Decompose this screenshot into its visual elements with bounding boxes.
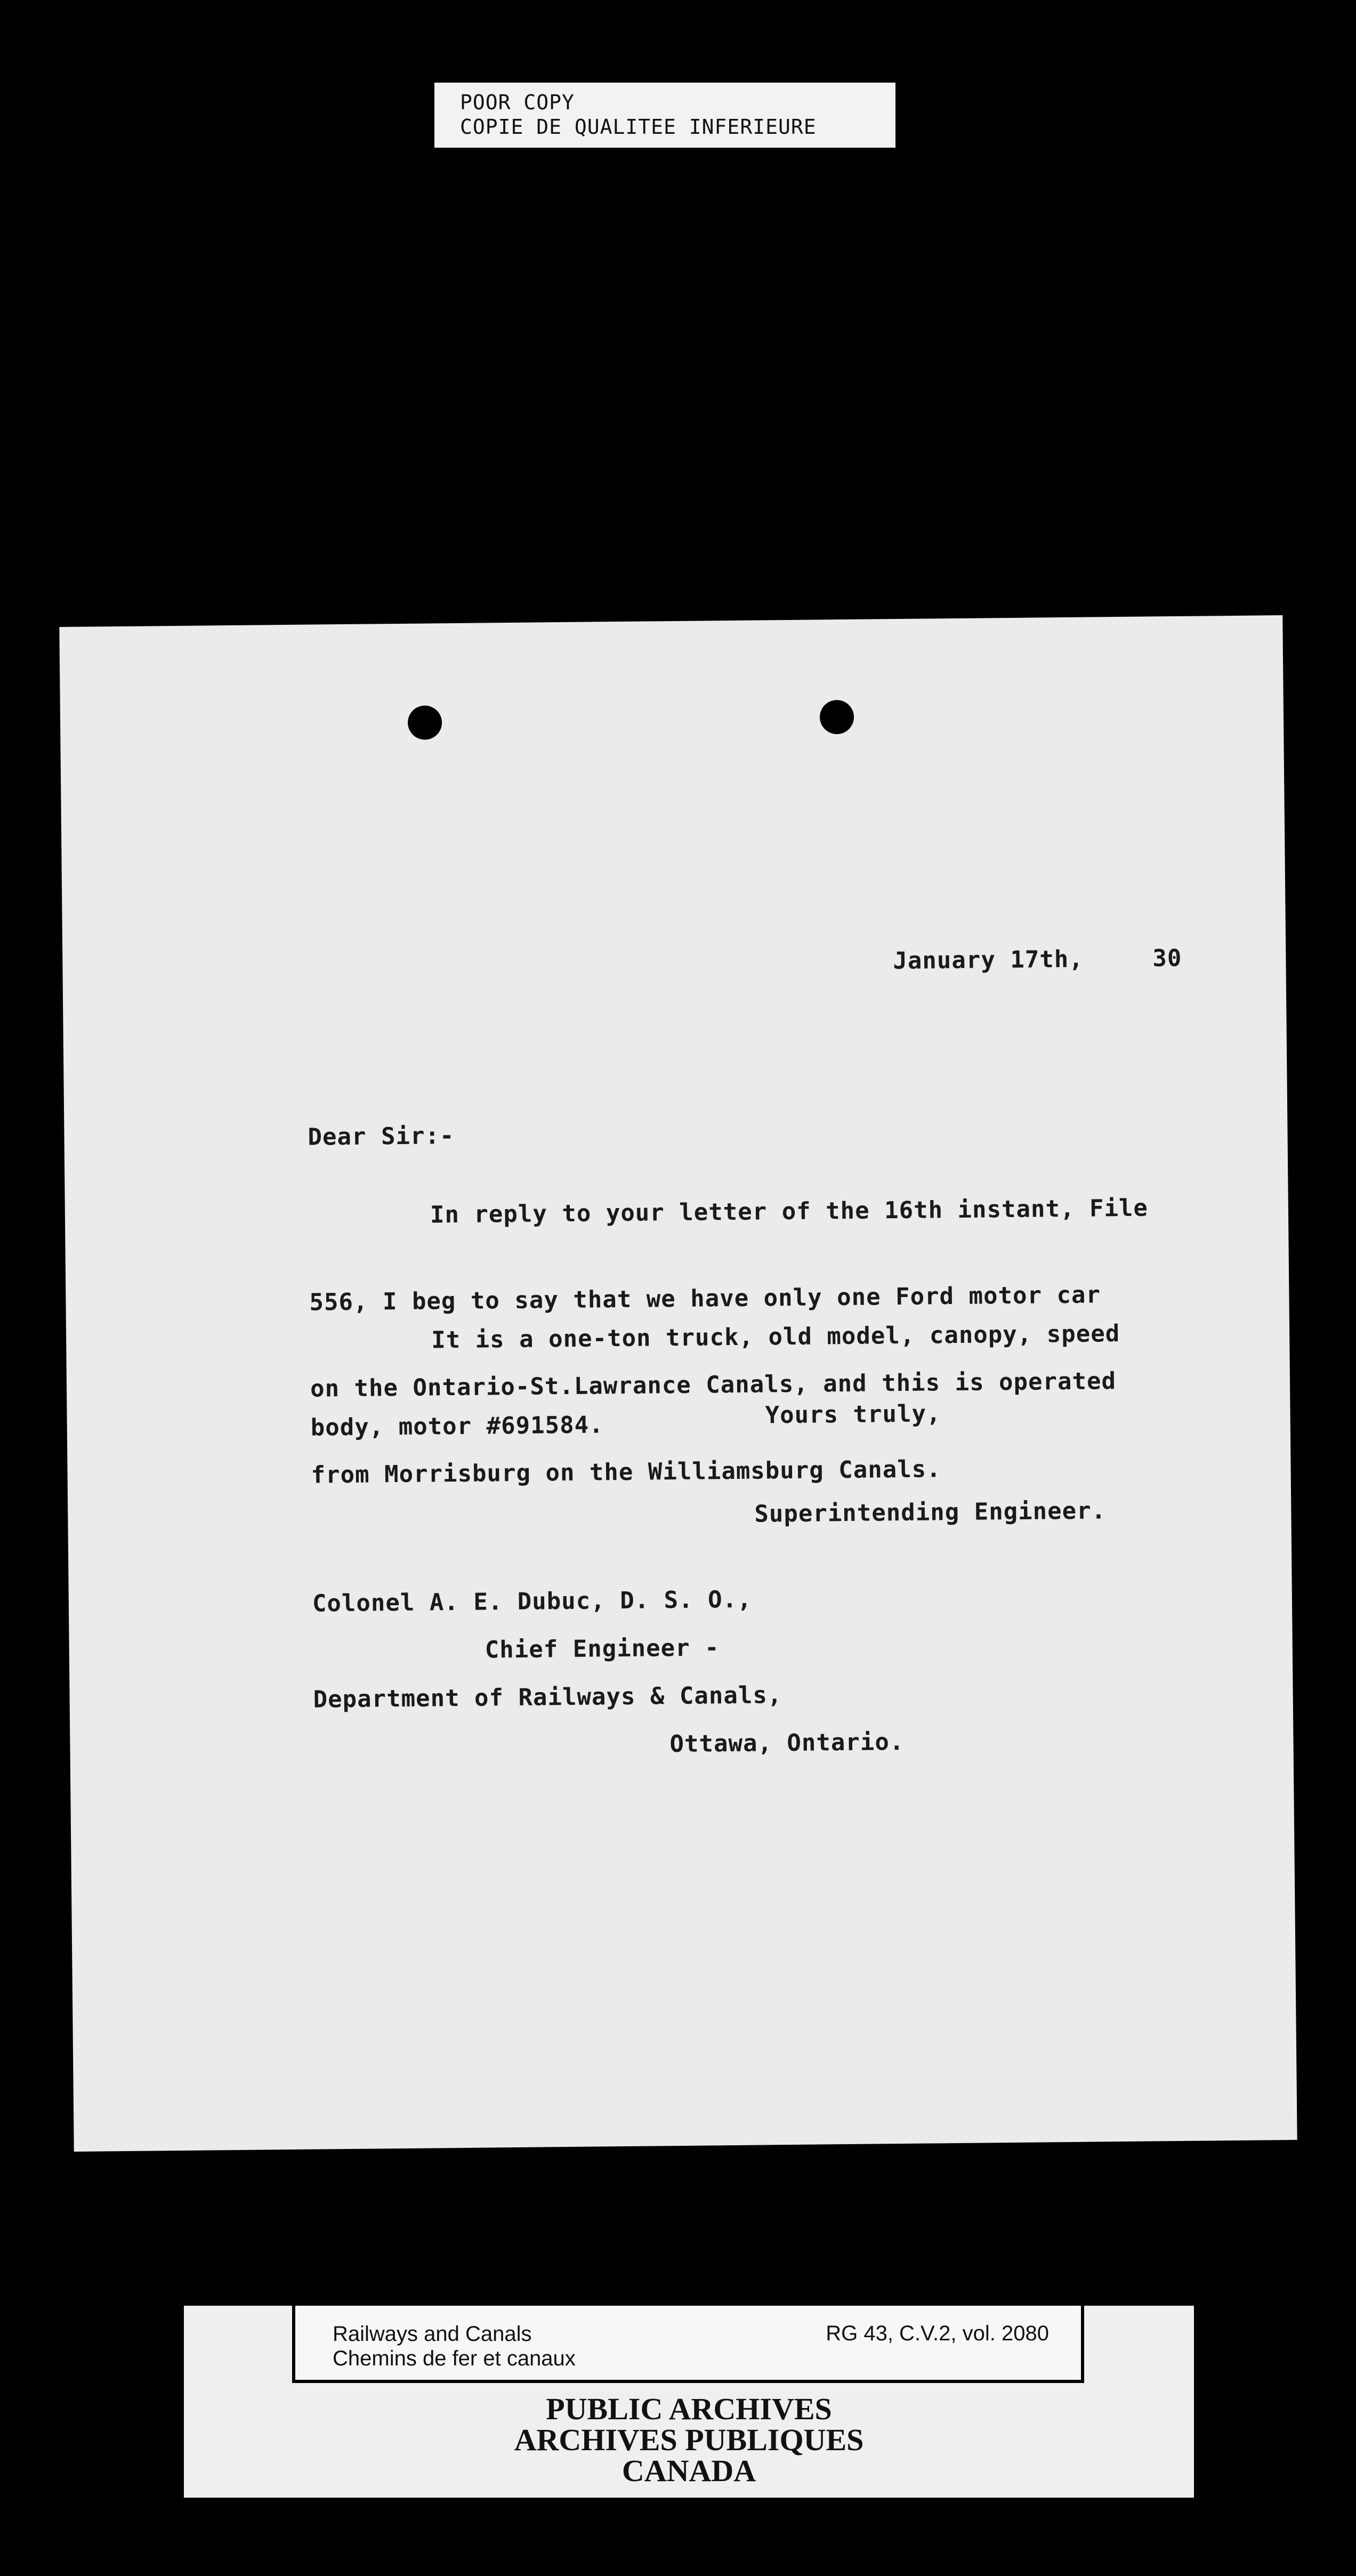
- closing: Yours truly,: [765, 1400, 941, 1429]
- archive-reference-box: [292, 2306, 1084, 2383]
- paragraph-1-line: 556, I beg to say that we have only one Ford motor car: [309, 1281, 1101, 1316]
- archive-title-country: CANADA: [622, 2453, 756, 2488]
- addressee-department: Department of Railways & Canals,: [313, 1681, 782, 1713]
- archive-title-en: PUBLIC ARCHIVES: [546, 2392, 832, 2426]
- archive-series: [333, 2322, 576, 2371]
- archive-title-fr: ARCHIVES PUBLIQUES: [514, 2422, 864, 2457]
- archive-title: [184, 2394, 1194, 2486]
- paragraph-2-line: It is a one-ton truck, old model, canopy, speed: [431, 1320, 1120, 1354]
- archive-reference: RG 43, C.V.2, vol. 2080: [826, 2322, 1049, 2345]
- paragraph-1-line: from Morrisburg on the Williamsburg Canals.: [311, 1455, 941, 1489]
- addressee-title: Chief Engineer -: [485, 1634, 720, 1664]
- poor-copy-text-fr: COPIE DE QUALITEE INFERIEURE: [460, 115, 817, 139]
- punch-hole-right: [820, 700, 854, 735]
- archive-card: [184, 2306, 1194, 2498]
- poor-copy-text: POOR COPY: [460, 91, 575, 114]
- paragraph-2: [309, 1262, 1121, 1500]
- paragraph-1-line: In reply to your letter of the 16th instant, File: [430, 1194, 1149, 1229]
- salutation: Dear Sir:-: [308, 1122, 455, 1151]
- letter-date: January 17th,: [893, 945, 1084, 975]
- letter-date-year: 30: [1152, 944, 1182, 972]
- signature-title: Superintending Engineer.: [754, 1497, 1107, 1528]
- paragraph-2-line: body, motor #691584.: [310, 1411, 604, 1442]
- series-english: Railways and Canals: [333, 2322, 532, 2346]
- series-french: Chemins de fer et canaux: [333, 2347, 576, 2370]
- addressee-name: Colonel A. E. Dubuc, D. S. O.,: [312, 1585, 752, 1617]
- letter-page: [59, 615, 1297, 2152]
- poor-copy-label: [434, 83, 895, 148]
- paragraph-1-line: on the Ontario-St.Lawrance Canals, and this is operated: [310, 1367, 1117, 1403]
- addressee-city: Ottawa, Ontario.: [669, 1728, 905, 1758]
- punch-hole-left: [408, 705, 442, 740]
